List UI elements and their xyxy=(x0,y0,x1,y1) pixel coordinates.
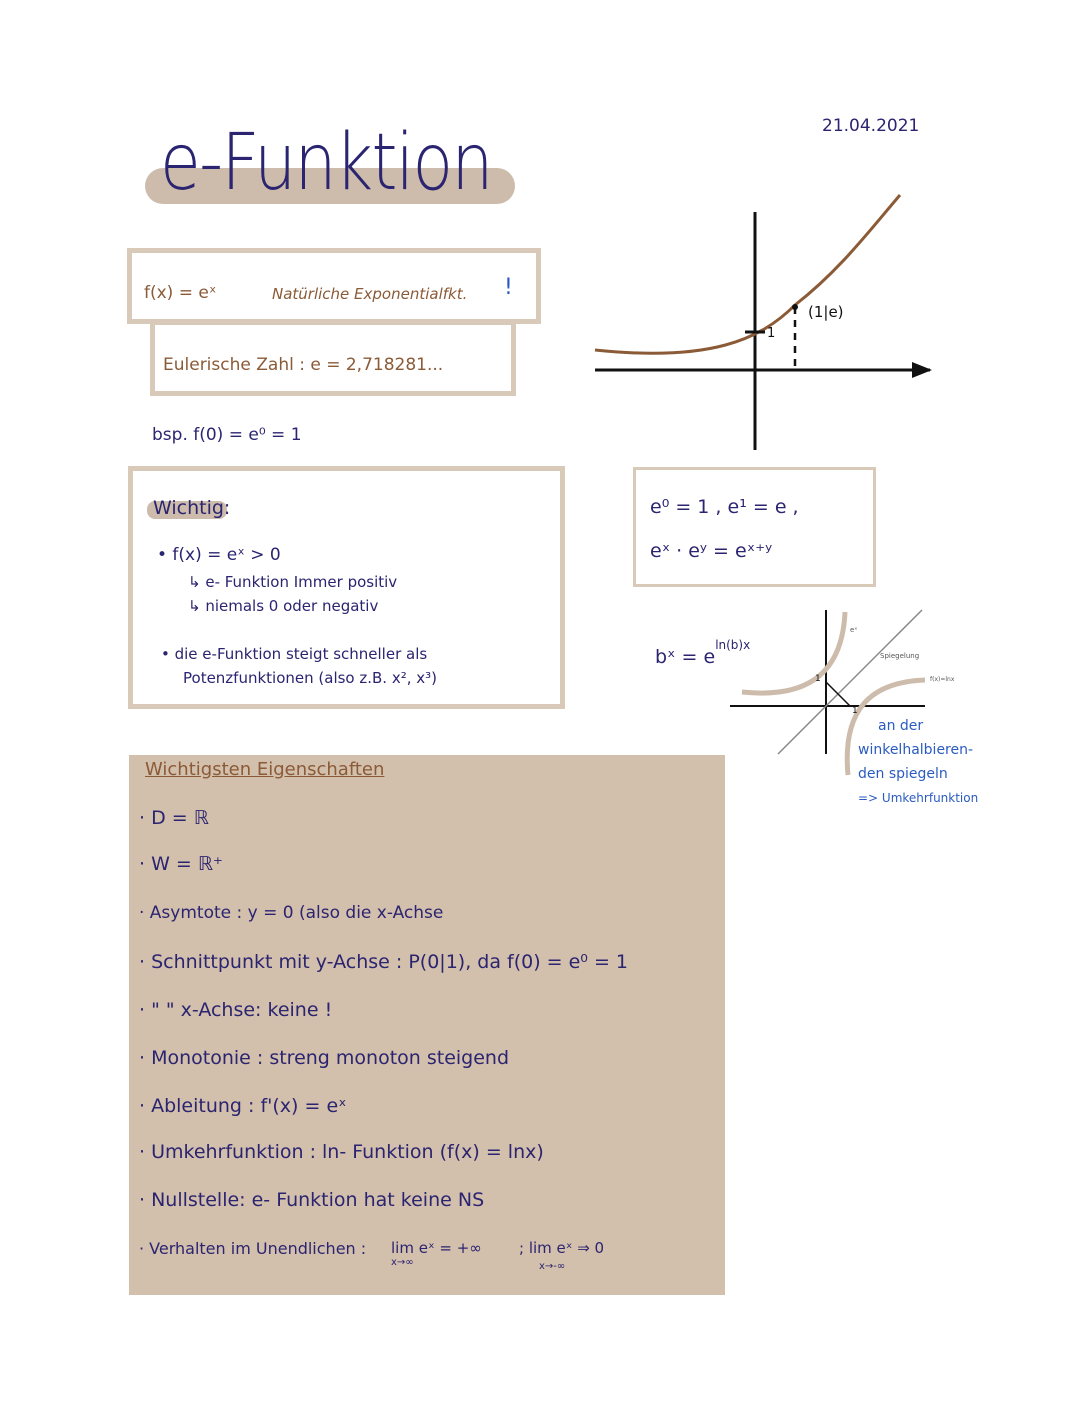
rule-line: eˣ · eʸ = eˣ⁺ʸ xyxy=(650,540,773,562)
tick-y: 1 xyxy=(815,674,821,684)
limit-neg-infinity: ; lim eˣ ⇒ 0 xyxy=(519,1239,605,1257)
mirror-label: Spiegelung xyxy=(880,652,920,660)
definition-box xyxy=(127,248,541,324)
property-item: · Ableitung : f'(x) = eˣ xyxy=(139,1095,347,1117)
important-heading: Wichtig: xyxy=(153,497,231,519)
tick-x: 1 xyxy=(852,706,858,716)
properties-heading: Wichtigsten Eigenschaften xyxy=(145,759,385,780)
exclamation: ! xyxy=(504,275,513,300)
example: bsp. f(0) = e⁰ = 1 xyxy=(152,425,302,445)
property-item: · D = ℝ xyxy=(139,807,209,829)
important-item: • die e-Funktion steigt schneller als xyxy=(161,645,428,663)
power-rule-exponent: ln(b)x xyxy=(715,638,751,652)
properties-box xyxy=(129,755,725,1295)
mirror-note xyxy=(858,714,978,810)
limit-infinity-sub: x→∞ xyxy=(391,1257,414,1268)
rule-line: e⁰ = 1 , e¹ = e , xyxy=(650,496,799,518)
point-label: (1|e) xyxy=(808,303,844,321)
note-line: an der xyxy=(878,718,924,734)
important-item: ↳ e- Funktion Immer positiv xyxy=(188,573,398,591)
property-item: · Verhalten im Unendlichen : xyxy=(139,1239,367,1258)
important-item: • f(x) = eˣ > 0 xyxy=(157,545,281,565)
curve-label-exp: eˣ xyxy=(850,626,858,634)
property-item: · Asymtote : y = 0 (also die x-Achse xyxy=(139,903,444,923)
tick-label: 1 xyxy=(767,326,776,341)
definition-label: Natürliche Exponentialfkt. xyxy=(272,285,468,303)
euler-text: Eulerische Zahl : e = 2,718281... xyxy=(163,355,444,375)
property-item: · Nullstelle: e- Funktion hat keine NS xyxy=(139,1189,485,1211)
property-item: · Monotonie : streng monoton steigend xyxy=(139,1047,510,1069)
important-item: ↳ niemals 0 oder negativ xyxy=(188,597,379,615)
property-item: · " " x-Achse: keine ! xyxy=(139,999,333,1021)
power-rule-base: bˣ = e xyxy=(655,646,716,668)
note-line: den spiegeln xyxy=(858,766,948,782)
euler-box xyxy=(150,320,516,396)
limit-neg-infinity-sub: x→-∞ xyxy=(539,1261,566,1272)
note-line: winkelhalbieren- xyxy=(858,742,974,758)
curve-label-ln: f(x)=lnx xyxy=(930,676,955,683)
important-box xyxy=(128,466,565,709)
date: 21.04.2021 xyxy=(822,116,920,136)
important-item: Potenzfunktionen (also z.B. x², x³) xyxy=(183,669,438,687)
graph-exp xyxy=(590,190,940,455)
property-item: · Schnittpunkt mit y-Achse : P(0|1), da f(0) = e⁰ = 1 xyxy=(139,951,629,973)
note-line: => Umkehrfunktion xyxy=(858,791,979,805)
limit-infinity: lim eˣ = +∞ xyxy=(391,1239,482,1257)
formula: f(x) = eˣ xyxy=(144,283,217,303)
property-item: · Umkehrfunktion : ln- Funktion (f(x) = lnx) xyxy=(139,1141,544,1163)
property-item: · W = ℝ⁺ xyxy=(139,853,223,875)
page-title: e-Funktion xyxy=(160,118,492,208)
rules-box xyxy=(633,467,876,587)
